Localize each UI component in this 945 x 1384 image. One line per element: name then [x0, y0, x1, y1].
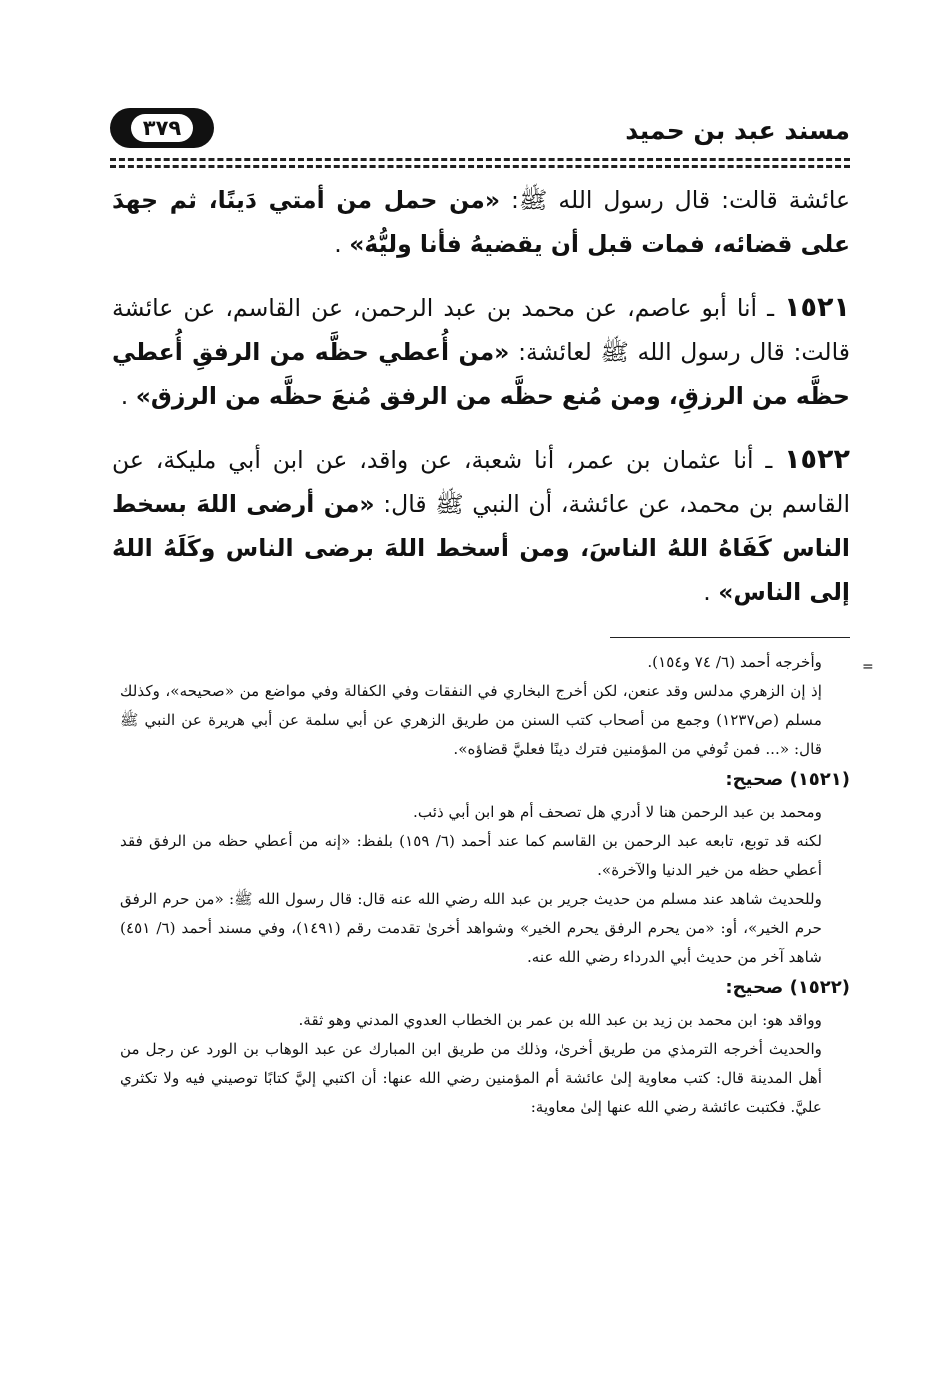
hadith-quote: «من حمل من أمتي دَينًا، ثم جهدَ على قضائه، فمات قبل أن يقضيهُ فأنا وليُّهُ»	[112, 186, 850, 258]
hadith-end: .	[334, 230, 350, 258]
footnote-line: وواقد هو: ابن محمد بن زيد بن عبد الله بن عمر بن الخطاب العدوي المدني وهو ثقة.	[298, 1011, 822, 1029]
footnote-heading-1521: (١٥٢١) صحيح:	[725, 769, 850, 790]
footnote-heading-1522: (١٥٢٢) صحيح:	[725, 977, 850, 998]
footnotes	[120, 648, 850, 1122]
page-header	[110, 108, 850, 154]
hadith-number: ١٥٢٢	[784, 444, 850, 475]
header-rule-bottom	[110, 165, 850, 168]
footnote-separator	[610, 637, 850, 638]
hadith-quote: «من أرضى اللهَ بسخط الناس كَفَاهُ اللهُ الناسَ، ومن أسخط اللهَ برضى الناس وكَلَهُ اللهُ إلى الناس»	[112, 490, 850, 606]
hadith-quote: «من أُعطي حظَّه من الرفقِ أُعطي حظَّه من الرزقِ، ومن مُنع حظَّه من الرفق مُنعَ حظَّه من الرزق»	[112, 338, 850, 410]
hadith-end: .	[120, 382, 136, 410]
footnote-paragraph: لكنه قد توبع، تابعه عبد الرحمن بن القاسم كما عند أحمد (٦/ ١٥٩) بلفظ: «إنه من أعطي حظه من الرفق فقد أعطي حظه من خير الدنيا والآخرة».	[120, 832, 823, 879]
footnote-paragraph: إذ إن الزهري مدلس وقد عنعن، لكن أخرج البخاري في النفقات وفي الكفالة وفي مواضع من «صحيحه»، وكذلك مسلم (ص١٢٣٧) وجمع من أصحاب كتب السنن من طريق الزهري عن أبي سلمة عن أبي هريرة عن النبي ﷺ قال: «... فمن تُوفي من المؤمنين فترك دينًا فعليَّ قضاؤه».	[120, 682, 822, 758]
hadith-text: ـ أنا عثمان بن عمر، أنا شعبة، عن واقد، عن ابن أبي مليكة، عن القاسم بن محمد، عن عائشة، أن النبي ﷺ قال:	[112, 446, 850, 518]
footnote-line: ومحمد بن عبد الرحمن هنا لا أدري هل تصحف أم هو ابن أبي ذئب.	[413, 803, 822, 821]
footnote-line: وأخرجه أحمد (٦/ ٧٤ و١٥٤).	[647, 653, 822, 671]
hadith-1522	[112, 438, 850, 614]
footnote-paragraph: وللحديث شاهد عند مسلم من حديث جرير بن عبد الله رضي الله عنه قال: قال رسول الله ﷺ: «من حرم الرفق حرم الخير»، أو: «من يحرم الرفق يحرم الخير» وشواهد أخرىٰ تقدمت رقم (١٤٩١)، وفي مسند أحمد (٦/ ٤٥١) شاهد آخر من حديث أبي الدرداء رضي الله عنه.	[120, 890, 823, 966]
page-number-badge	[110, 108, 214, 148]
header-rule-top	[110, 158, 850, 161]
hadith-text: عائشة قالت: قال رسول الله ﷺ:	[500, 186, 850, 214]
footnote-paragraph: والحديث أخرجه الترمذي من طريق أخرىٰ، وذلك من طريق ابن المبارك عن عبد الوهاب بن الورد عن رجل من أهل المدينة قال: كتب معاوية إلىٰ عائشة أم المؤمنين رضي الله عنها: أن اكتبي إليَّ كتابًا توصيني فيه ولا تكثري عليَّ. فكتبت عائشة رضي الله عنها إلىٰ معاوية:	[120, 1040, 822, 1116]
hadith-1521	[112, 286, 850, 418]
book-title: مسند عبد بن حميد	[625, 116, 850, 145]
hadith-number: ١٥٢١	[784, 292, 850, 323]
hadith-continuation	[112, 178, 850, 266]
hadith-text: ـ أنا أبو عاصم، عن محمد بن عبد الرحمن، عن القاسم، عن عائشة قالت: قال رسول الله ﷺ لعائشة:	[112, 294, 850, 366]
page-number: ٣٧٩	[131, 114, 193, 142]
hadith-end: .	[703, 578, 719, 606]
main-text	[112, 178, 850, 634]
continuation-mark: =	[862, 659, 874, 675]
